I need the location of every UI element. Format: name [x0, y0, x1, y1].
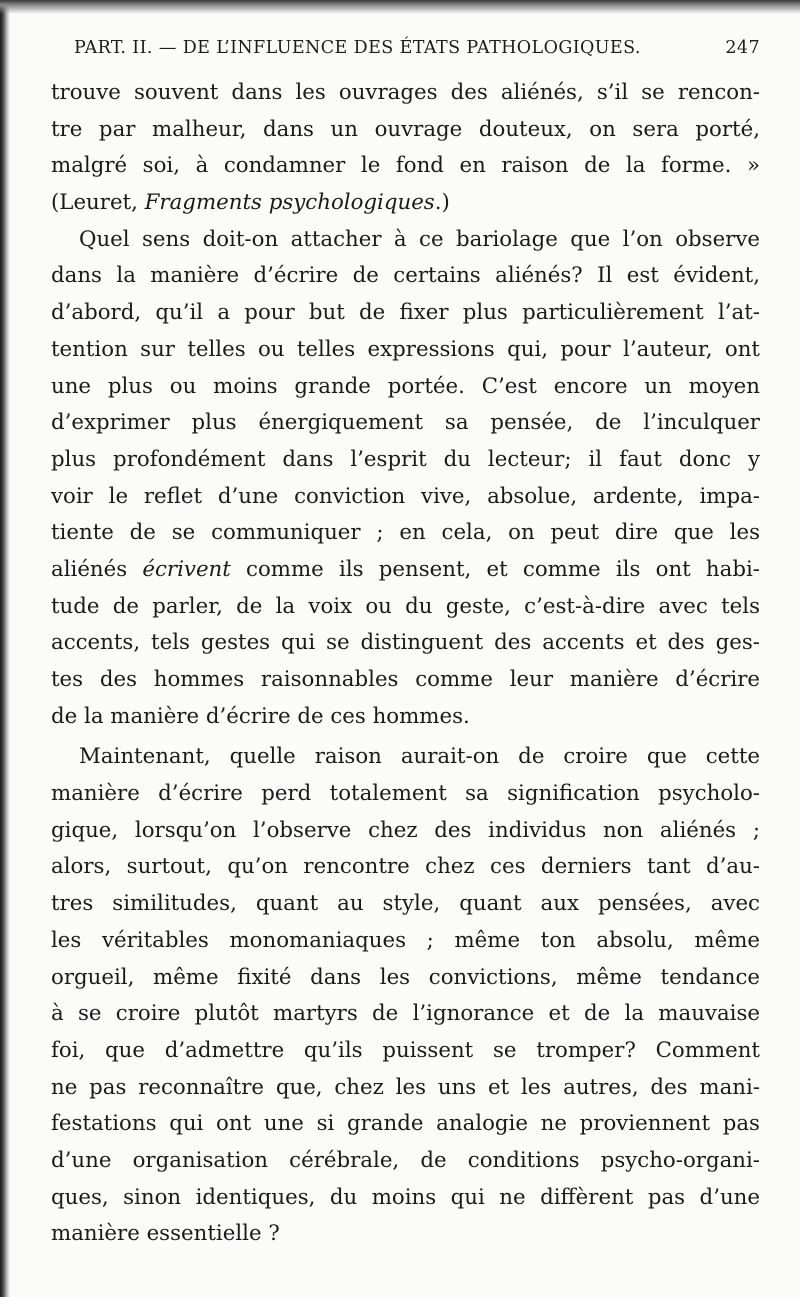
text-line: voir le reflet d’une conviction vive, absolue, ardente, impa-	[51, 483, 760, 509]
citation-title: Fragments psychologiques	[144, 190, 435, 216]
text-line: d’une organisation cérébrale, de conditions psycho-organi-	[51, 1147, 760, 1173]
text-line: tude de parler, de la voix ou du geste, c’est-à-dire avec tels	[51, 593, 760, 619]
page-edge-shadow-left	[0, 0, 10, 1297]
text-line-with-italic	[51, 552, 760, 589]
text-line: trouve souvent dans les ouvrages des aliénés, s’il se rencon-	[51, 80, 760, 105]
running-head: PART. II. — DE L’INFLUENCE DES ÉTATS PATHOLOGIQUES.	[74, 38, 641, 58]
page-edge-shadow-top	[0, 0, 800, 14]
text-line: foi, que d’admettre qu’ils puissent se tromper? Comment	[51, 1037, 760, 1063]
text-line: orgueil, même fixité dans les convictions, même tendance	[51, 964, 760, 990]
paragraph-1	[51, 75, 760, 222]
text-line: une plus ou moins grande portée. C’est encore un moyen	[51, 373, 760, 399]
text-segment: aliénés	[51, 556, 143, 582]
text-line: manière essentielle ?	[51, 1221, 280, 1247]
text-line: à se croire plutôt martyrs de l’ignorance et de la mauvaise	[51, 1001, 760, 1027]
paragraph-3	[51, 739, 760, 1253]
text-line: ques, sinon identiques, du moins qui ne diffèrent pas d’une	[51, 1184, 760, 1210]
text-line: tes des hommes raisonnables comme leur manière d’écrire	[51, 667, 760, 692]
text-line: d’exprimer plus énergiquement sa pensée, de l’inculquer	[51, 410, 760, 436]
text-line: Quel sens doit-on attacher à ce bariolage que l’on observe	[79, 226, 760, 252]
paragraph-2	[51, 222, 760, 736]
text-line: manière d’écrire perd totalement sa signification psycholo-	[51, 781, 760, 807]
text-line: gique, lorsqu’on l’observe chez des individus non aliénés ;	[51, 817, 760, 843]
text-line: tres similitudes, quant au style, quant aux pensées, avec	[51, 891, 760, 917]
text-line: Maintenant, quelle raison aurait-on de croire que cette	[79, 744, 760, 770]
citation-close: .)	[434, 190, 450, 216]
body-text	[51, 75, 760, 1253]
citation-author: (Leuret,	[51, 190, 145, 216]
citation-line	[51, 185, 760, 222]
page-number: 247	[725, 38, 760, 58]
text-line: accents, tels gestes qui se distinguent des accents et des ges-	[51, 630, 760, 656]
text-line: malgré soi, à condamner le fond en raison de la forme. »	[51, 153, 760, 179]
text-line: tention sur telles ou telles expressions qui, pour l’auteur, ont	[51, 336, 760, 362]
text-line: tiente de se communiquer ; en cela, on peut dire que les	[51, 520, 760, 546]
text-line: de la manière d’écrire de ces hommes.	[51, 703, 470, 729]
text-line: dans la manière d’écrire de certains aliénés? Il est évident,	[51, 263, 760, 289]
text-line: festations qui ont une si grande analogie ne proviennent pas	[51, 1111, 760, 1137]
text-line: alors, surtout, qu’on rencontre chez ces derniers tant d’au-	[51, 854, 760, 880]
page-header	[74, 38, 760, 64]
text-line: ne pas reconnaître que, chez les uns et les autres, des mani-	[51, 1074, 760, 1100]
text-line: tre par malheur, dans un ouvrage douteux, on sera porté,	[51, 116, 760, 142]
text-line: d’abord, qu’il a pour but de fixer plus particulièrement l’at-	[51, 300, 760, 326]
italic-word: écrivent	[142, 556, 231, 582]
text-segment: comme ils pensent, et comme ils ont habi-	[230, 556, 760, 582]
text-line: les véritables monomaniaques ; même ton absolu, même	[51, 927, 760, 953]
text-line: plus profondément dans l’esprit du lecteur; il faut donc y	[51, 446, 760, 472]
